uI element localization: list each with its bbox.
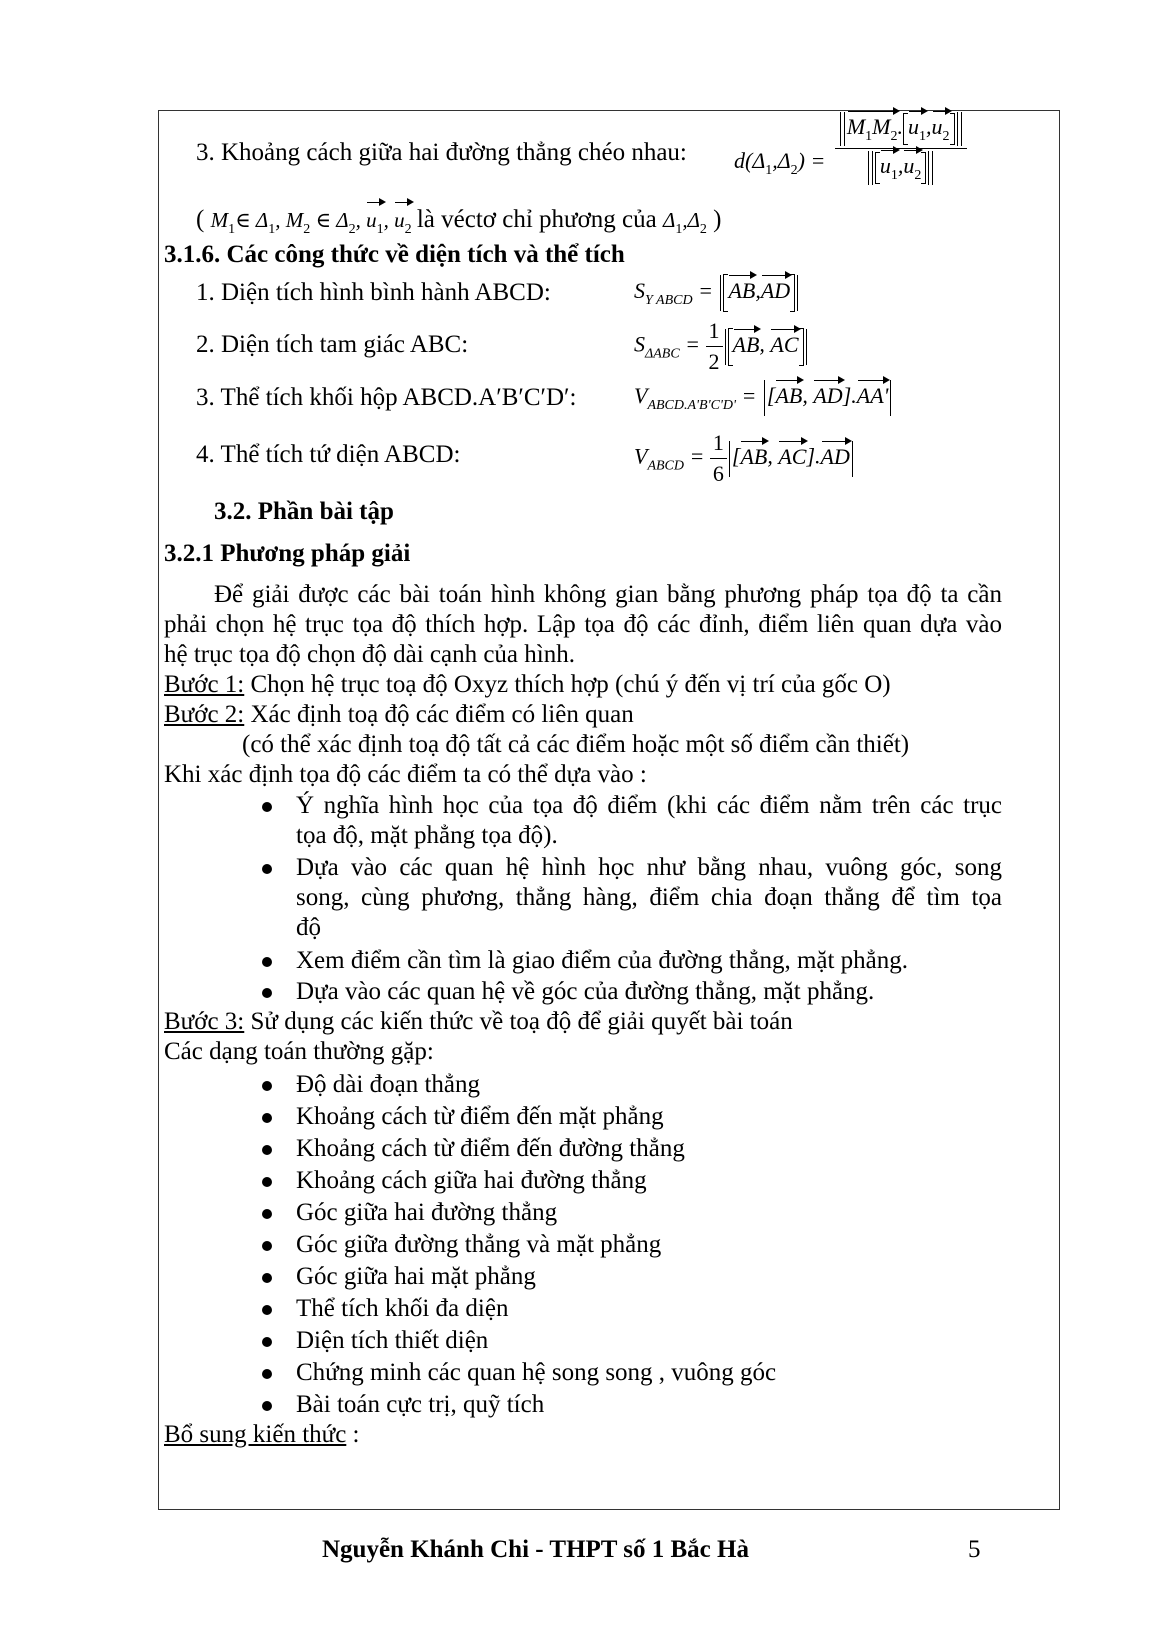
- bullet-dot: [262, 1337, 272, 1347]
- bullet-dot: [262, 864, 272, 874]
- step-1-label: Bước 1:: [164, 671, 245, 698]
- note-math-deltas: $\Delta_1,\Delta_2$: [662, 208, 707, 237]
- supplement-colon: :: [346, 1421, 360, 1448]
- area-parallelogram-label: 1. Diện tích hình bình hành ABCD:: [196, 279, 551, 306]
- coord-bullet-2-line-2: song, cùng phương, thẳng hàng, điểm chia đoạn thẳng để tìm tọa: [296, 884, 1002, 911]
- bullet-dot: [262, 1241, 272, 1251]
- bullet-dot: [262, 1273, 272, 1283]
- problem-type-item: Độ dài đoạn thẳng: [296, 1071, 480, 1098]
- coord-bullet-2-line-3: độ: [296, 914, 321, 941]
- step-3-label: Bước 3:: [164, 1008, 245, 1035]
- section-heading-3-2-1: 3.2.1 Phương pháp giải: [164, 540, 411, 567]
- bullet-dot: [262, 1177, 272, 1187]
- step-2-text: Xác định toạ độ các điểm có liên quan: [244, 701, 634, 728]
- supplement-label: Bổ sung kiến thức: [164, 1421, 347, 1448]
- problem-type-item: Khoảng cách từ điểm đến mặt phẳng: [296, 1103, 664, 1130]
- intro-line-2: phải chọn hệ trục tọa độ thích hợp. Lập tọa độ các đỉnh, điểm liên quan dựa vào: [164, 611, 1002, 638]
- step-2: [164, 700, 634, 730]
- coord-bullet-1-line-2: tọa độ, mặt phẳng tọa độ).: [296, 822, 558, 849]
- page-number: 5: [968, 1536, 981, 1563]
- step-1-text: Chọn hệ trục toạ độ Oxyz thích hợp (chú ý đến vị trí của gốc O): [244, 671, 891, 698]
- note-close-paren: ): [713, 206, 722, 233]
- note-open-paren: (: [196, 206, 205, 233]
- problem-type-item: Khoảng cách từ điểm đến đường thẳng: [296, 1135, 685, 1162]
- note-math: $M_1\in$ $\Delta_1$, $M_2$ ∈ $\Delta_2$, $u_1$, $u_2$: [211, 208, 417, 232]
- area-triangle-formula: $S_{\Delta ABC}$ = $\frac{1}{2}$ AB, AC: [634, 318, 809, 375]
- bullet-dot: [262, 1145, 272, 1155]
- coords-intro: Khi xác định tọa độ các điểm ta có thể dựa vào :: [164, 761, 647, 788]
- problem-types-intro: Các dạng toán thường gặp:: [164, 1038, 434, 1065]
- bullet-dot: [262, 1305, 272, 1315]
- coord-bullet-1-line-1: Ý nghĩa hình học của tọa độ điểm (khi các điểm nằm trên các trục: [296, 792, 1002, 819]
- bullet-dot: [262, 988, 272, 998]
- section-heading-3-2: 3.2. Phần bài tập: [214, 498, 394, 525]
- volume-box-label: 3. Thể tích khối hộp ABCD.A′B′C′D′:: [196, 384, 577, 411]
- volume-tetrahedron-label: 4. Thể tích tứ diện ABCD:: [196, 441, 461, 468]
- distance-formula: $d(\Delta_1,\Delta_2)$ = $\frac{M_1M_2. u_1,u_2}{u_1,u_2}$: [734, 112, 967, 185]
- area-triangle-label: 2. Diện tích tam giác ABC:: [196, 331, 469, 358]
- problem-type-item: Chứng minh các quan hệ song song , vuông góc: [296, 1359, 777, 1386]
- volume-box-formula: $V_{ABCD.A'B'C'D'} = [AB$, AD].AA': [634, 380, 893, 416]
- problem-type-item: Khoảng cách giữa hai đường thẳng: [296, 1167, 647, 1194]
- bullet-dot: [262, 1369, 272, 1379]
- volume-tetrahedron-formula: $V_{ABCD}$ = $\frac{1}{6}$ [AB, AC].AD: [634, 430, 855, 487]
- bullet-dot: [262, 957, 272, 967]
- bullet-dot: [262, 1113, 272, 1123]
- coord-bullet-3: Xem điểm cần tìm là giao điểm của đường thẳng, mặt phẳng.: [296, 947, 909, 974]
- direction-vector-note: [196, 205, 721, 245]
- intro-line-3: hệ trục tọa độ chọn độ dài cạnh của hình.: [164, 641, 575, 668]
- bullet-dot: [262, 1401, 272, 1411]
- distance-formula-label: 3. Khoảng cách giữa hai đường thẳng chéo nhau:: [196, 139, 687, 166]
- intro-line-1: Để giải được các bài toán hình không gian bằng phương pháp tọa độ ta cần: [214, 581, 1002, 608]
- note-text: là véctơ chỉ phương của: [416, 206, 657, 233]
- problem-type-item: Thể tích khối đa diện: [296, 1295, 509, 1322]
- bullet-dot: [262, 802, 272, 812]
- step-2-label: Bước 2:: [164, 701, 245, 728]
- area-parallelogram-formula: $S_{Y ABCD} = AB,AD$: [634, 274, 800, 312]
- step-3: [164, 1007, 793, 1037]
- problem-type-item: Diện tích thiết diện: [296, 1327, 489, 1354]
- problem-type-item: Góc giữa hai mặt phẳng: [296, 1263, 536, 1290]
- step-2-note: (có thể xác định toạ độ tất cả các điểm hoặc một số điểm cần thiết): [242, 731, 910, 758]
- step-3-text: Sử dụng các kiến thức về toạ độ để giải quyết bài toán: [244, 1008, 793, 1035]
- coord-bullet-4: Dựa vào các quan hệ về góc của đường thẳng, mặt phẳng.: [296, 978, 875, 1005]
- problem-type-item: Góc giữa đường thẳng và mặt phẳng: [296, 1231, 662, 1258]
- bullet-dot: [262, 1209, 272, 1219]
- problem-type-item: Bài toán cực trị, quỹ tích: [296, 1391, 545, 1418]
- bullet-dot: [262, 1081, 272, 1091]
- step-1: [164, 670, 891, 700]
- footer-author: Nguyễn Khánh Chi - THPT số 1 Bắc Hà: [322, 1536, 749, 1563]
- problem-type-item: Góc giữa hai đường thẳng: [296, 1199, 558, 1226]
- coord-bullet-2-line-1: Dựa vào các quan hệ hình học như bằng nhau, vuông góc, song: [296, 854, 1002, 881]
- supplement-knowledge: [164, 1420, 360, 1450]
- section-heading-3-1-6: 3.1.6. Các công thức về diện tích và thể tích: [164, 241, 625, 268]
